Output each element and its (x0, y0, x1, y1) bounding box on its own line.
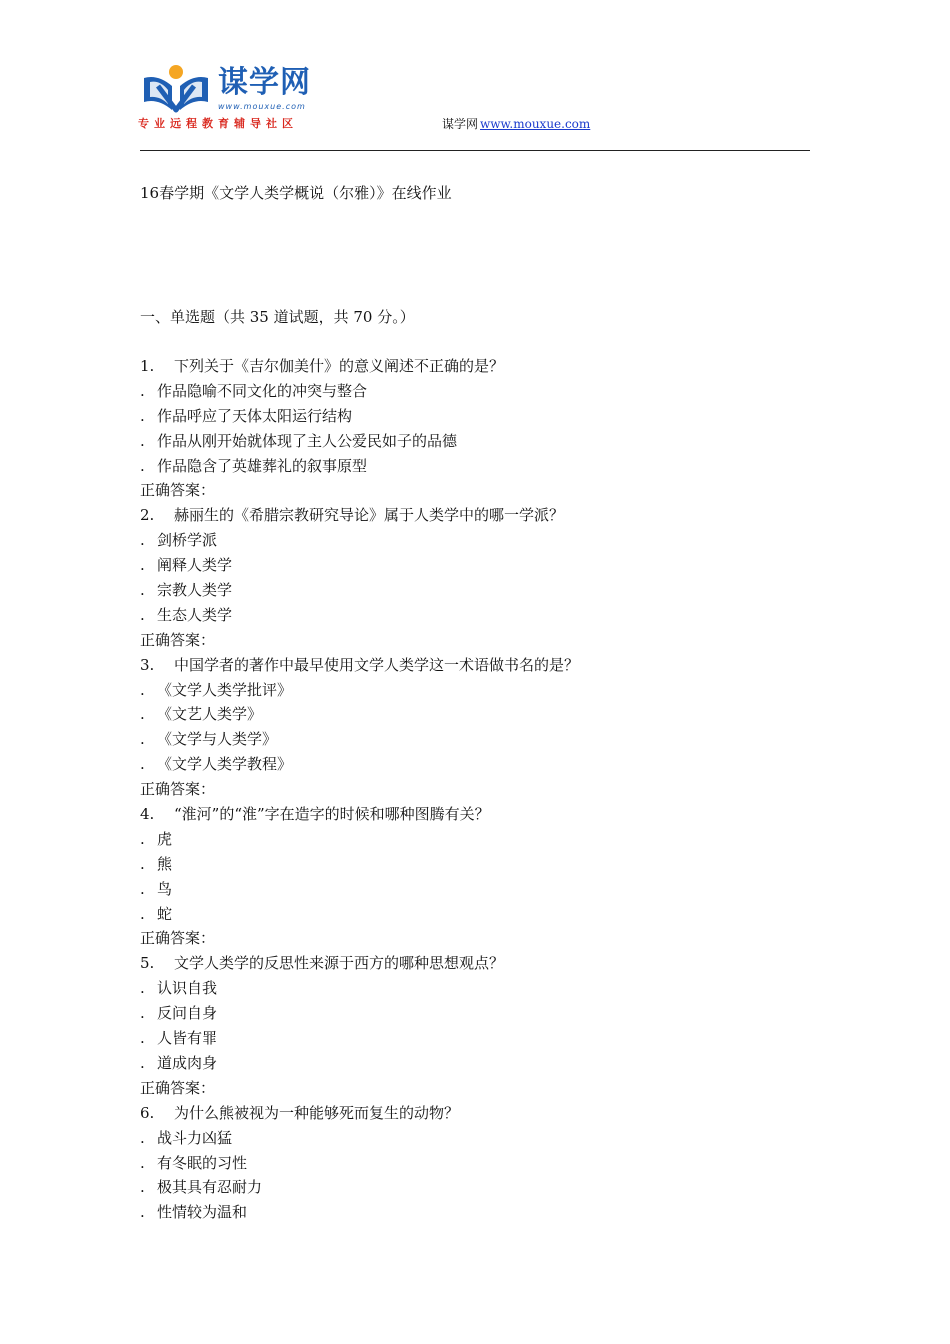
option-text: 《文艺人类学》 (157, 705, 263, 724)
option-item[interactable] (140, 976, 820, 1001)
option-item[interactable] (140, 1200, 820, 1225)
option-item[interactable] (140, 902, 820, 927)
question-item (140, 951, 820, 1100)
option-marker: . (140, 381, 145, 400)
option-marker: . (140, 1029, 145, 1048)
option-text: 鸟 (157, 879, 173, 898)
option-text: 《文学与人类学》 (157, 730, 278, 749)
option-item[interactable] (140, 877, 820, 902)
open-book-logo-icon (138, 64, 214, 114)
option-item[interactable] (140, 603, 820, 628)
option-text: 熊 (157, 854, 173, 873)
question-number: 4. (140, 805, 155, 824)
option-item[interactable] (140, 827, 820, 852)
option-text: 蛇 (157, 904, 173, 923)
option-text: 《文学人类学批评》 (157, 680, 293, 699)
option-text: 道成肉身 (157, 1053, 218, 1072)
option-text: 有冬眠的习性 (157, 1153, 248, 1172)
option-item[interactable] (140, 752, 820, 777)
option-item[interactable] (140, 1026, 820, 1051)
site-logo[interactable] (138, 62, 328, 132)
option-text: 虎 (157, 829, 173, 848)
question-number: 3. (140, 655, 155, 674)
option-marker: . (140, 1203, 145, 1222)
question-list (140, 354, 820, 1225)
logo-url: www.mouxue.com (218, 102, 306, 111)
question-text: 为什么熊被视为一种能够死而复生的动物？ (174, 1103, 460, 1122)
option-item[interactable] (140, 379, 820, 404)
logo-slogan: 专业远程教育辅导社区 (138, 117, 298, 130)
option-item[interactable] (140, 702, 820, 727)
site-reference (442, 115, 590, 132)
option-marker: . (140, 755, 145, 774)
option-marker: . (140, 979, 145, 998)
option-item[interactable] (140, 727, 820, 752)
section-heading: 一、单选题（共 35 道试题，共 70 分。） (140, 308, 415, 326)
question-number: 6. (140, 1103, 155, 1122)
option-marker: . (140, 531, 145, 550)
option-item[interactable] (140, 1051, 820, 1076)
option-marker: . (140, 1153, 145, 1172)
option-marker: . (140, 456, 145, 475)
option-item[interactable] (140, 404, 820, 429)
option-text: 认识自我 (157, 979, 218, 998)
question-text: 文学人类学的反思性来源于西方的哪种思想观点？ (174, 954, 505, 973)
option-marker: . (140, 406, 145, 425)
option-text: 宗教人类学 (157, 581, 233, 600)
logo-site-name: 谋学网 (218, 65, 311, 100)
option-text: 作品隐含了英雄葬礼的叙事原型 (157, 456, 368, 475)
question-stem (140, 802, 820, 827)
option-marker: . (140, 605, 145, 624)
question-text: 赫丽生的《希腊宗教研究导论》属于人类学中的哪一学派？ (174, 506, 565, 525)
answer-label: 正确答案： (140, 929, 216, 948)
option-item[interactable] (140, 553, 820, 578)
option-marker: . (140, 1004, 145, 1023)
option-text: 战斗力凶猛 (157, 1128, 233, 1147)
option-text: 作品从刚开始就体现了主人公爱民如子的品德 (157, 431, 458, 450)
question-number: 1. (140, 357, 155, 375)
option-text: 极其具有忍耐力 (157, 1178, 263, 1197)
site-link[interactable]: www.mouxue.com (480, 117, 591, 131)
option-text: 反问自身 (157, 1004, 218, 1023)
answer-label: 正确答案： (140, 1078, 216, 1097)
answer-label: 正确答案： (140, 630, 216, 649)
option-text: 人皆有罪 (157, 1029, 218, 1048)
option-marker: . (140, 854, 145, 873)
question-stem (140, 354, 820, 379)
option-item[interactable] (140, 528, 820, 553)
question-number: 2. (140, 506, 155, 525)
question-text: “淮河”的“淮”字在造字的时候和哪种图腾有关？ (174, 805, 490, 824)
question-item (140, 653, 820, 802)
option-marker: . (140, 705, 145, 724)
question-text: 中国学者的著作中最早使用文学人类学这一术语做书名的是？ (174, 655, 580, 674)
option-text: 作品隐喻不同文化的冲突与整合 (157, 381, 368, 400)
option-marker: . (140, 581, 145, 600)
option-item[interactable] (140, 454, 820, 479)
header-divider (140, 150, 810, 151)
question-item (140, 1101, 820, 1225)
question-item (140, 354, 820, 503)
answer-label: 正确答案： (140, 481, 216, 500)
question-number: 5. (140, 954, 155, 973)
option-item[interactable] (140, 1175, 820, 1200)
question-stem (140, 1101, 820, 1126)
option-text: 阐释人类学 (157, 556, 233, 575)
site-label: 谋学网 (442, 117, 479, 131)
answer-label: 正确答案： (140, 780, 216, 799)
option-item[interactable] (140, 852, 820, 877)
option-text: 性情较为温和 (157, 1203, 248, 1222)
question-stem (140, 951, 820, 976)
option-item[interactable] (140, 678, 820, 703)
option-marker: . (140, 904, 145, 923)
option-item[interactable] (140, 578, 820, 603)
option-marker: . (140, 730, 145, 749)
option-text: 《文学人类学教程》 (157, 755, 293, 774)
option-item[interactable] (140, 1151, 820, 1176)
option-marker: . (140, 1178, 145, 1197)
question-stem (140, 503, 820, 528)
document-title: 16春学期《文学人类学概说（尔雅）》在线作业 (140, 184, 452, 202)
option-text: 剑桥学派 (157, 531, 218, 550)
option-marker: . (140, 431, 145, 450)
option-marker: . (140, 1053, 145, 1072)
option-item[interactable] (140, 1126, 820, 1151)
option-text: 作品呼应了天体太阳运行结构 (157, 406, 353, 425)
option-marker: . (140, 879, 145, 898)
question-text: 下列关于《吉尔伽美什》的意义阐述不正确的是？ (174, 357, 505, 375)
question-item (140, 503, 820, 652)
option-marker: . (140, 1128, 145, 1147)
question-item (140, 802, 820, 951)
option-marker: . (140, 556, 145, 575)
option-marker: . (140, 829, 145, 848)
question-stem (140, 653, 820, 678)
option-text: 生态人类学 (157, 605, 233, 624)
option-item[interactable] (140, 429, 820, 454)
option-item[interactable] (140, 1001, 820, 1026)
option-marker: . (140, 680, 145, 699)
